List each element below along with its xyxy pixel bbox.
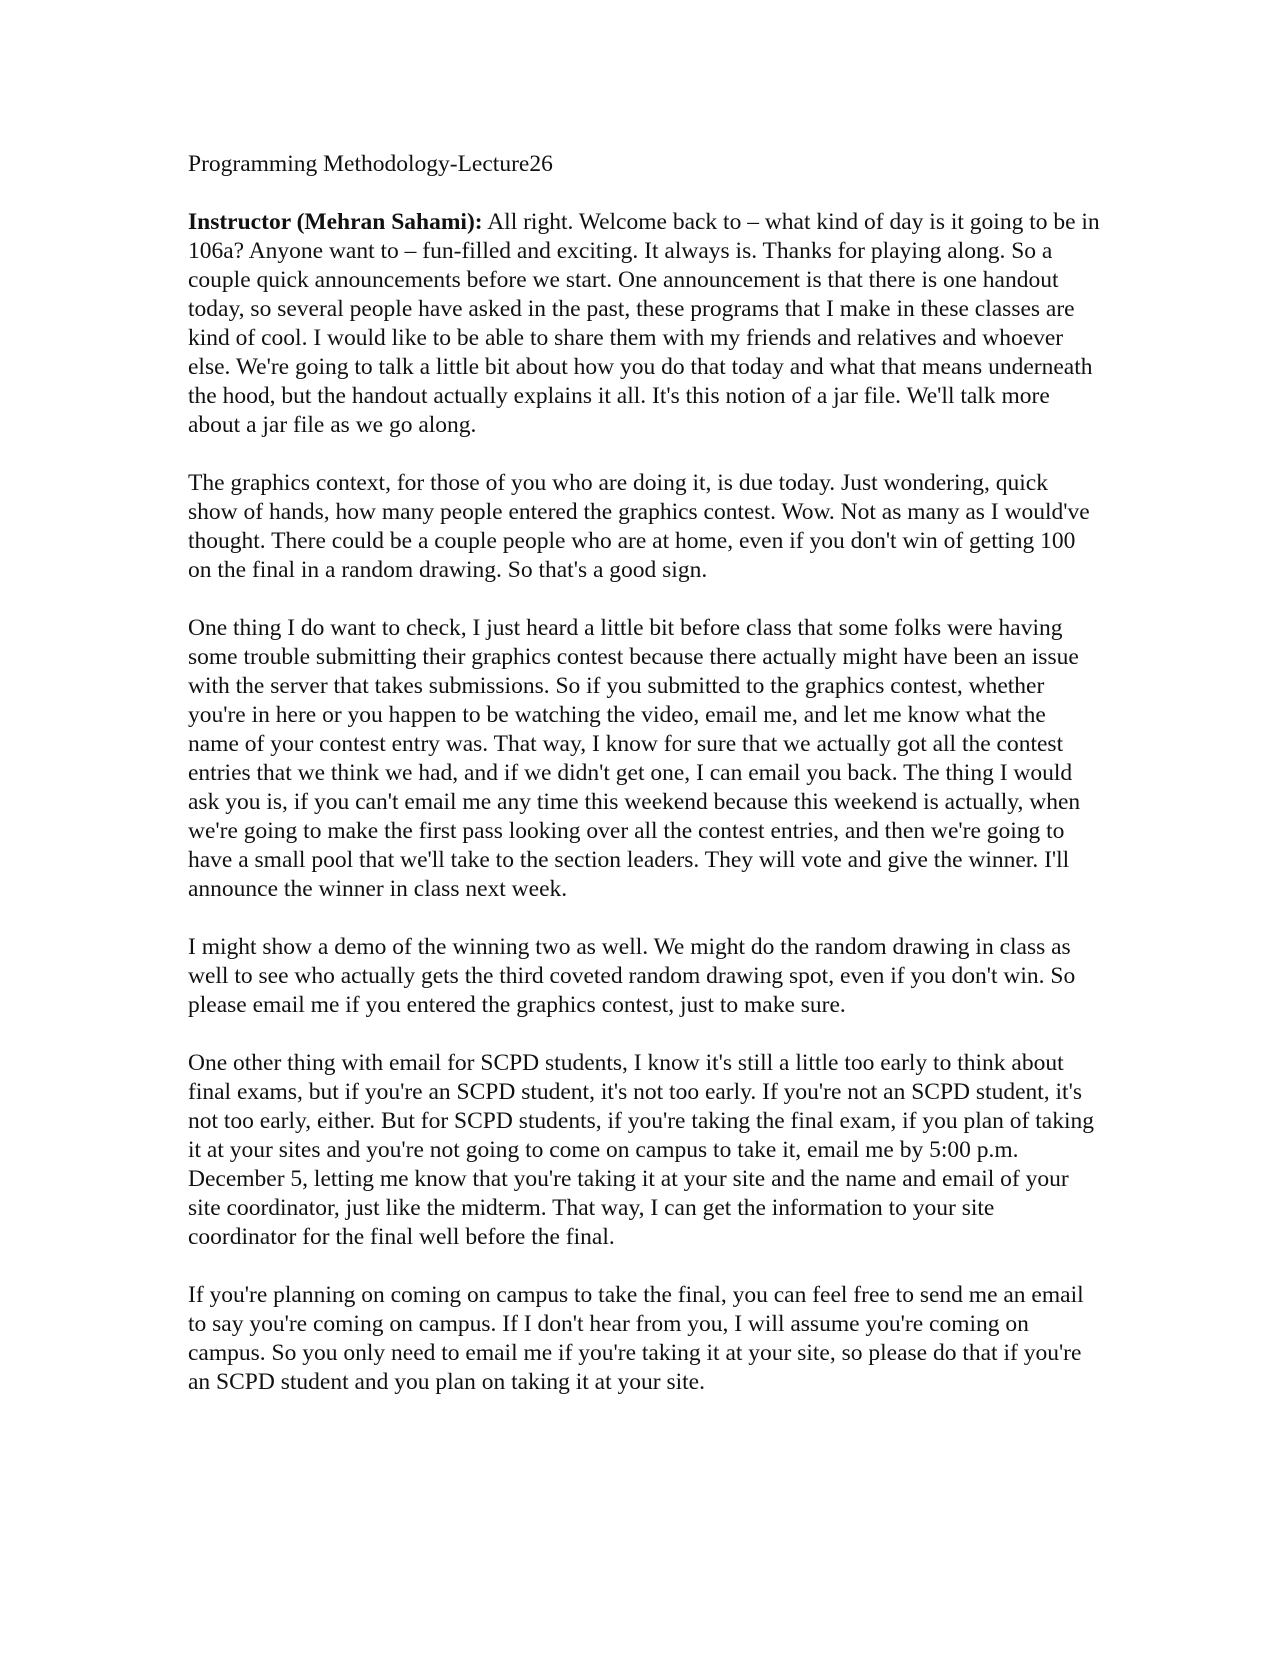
paragraph-3: One thing I do want to check, I just heard a little bit before class that some folks were having some trouble submitting their graphics contest because there actually might have been an issue with the server that takes submissions. So if you submitted to the graphics contest, whether you're in here or you happen to be watching the video, email me, and let me know what the name of your contest entry was. That way, I know for sure that we actually got all the contest entries that we think we had, and if we didn't get one, I can email you back. The thing I would ask you is, if you can't email me any time this weekend because this weekend is actually, when we're going to make the first pass looking over all the contest entries, and then we're going to have a small pool that we'll take to the section leaders. They will vote and give the winner. I'll announce the winner in class next week.	[188, 615, 1081, 902]
paragraph-6: If you're planning on coming on campus to take the final, you can feel free to send me an email to say you're coming on campus. If I don't hear from you, I will assume you're coming on campus. So you only need to email me if you're taking it at your site, so please do that if you're an SCPD student and you plan on taking it at your site.	[188, 1282, 1084, 1395]
speaker-label: Instructor (Mehran Sahami):	[188, 209, 483, 235]
document-page	[188, 150, 1100, 1426]
paragraph-1-text: All right. Welcome back to – what kind of day is it going to be in 106a? Anyone want to – fun-filled and exciting. It always is. Thanks for playing along. So a couple quick announcements before we start. One announcement is that there is one handout today, so several people have asked in the past, these programs that I make in these classes are kind of cool. I would like to be able to share them with my friends and relatives and whoever else. We're going to talk a little bit about how you do that today and what that means underneath the hood, but the handout actually explains it all. It's this notion of a jar file. We'll talk more about a jar file as we go along.	[188, 209, 1100, 438]
paragraph-2: The graphics context, for those of you who are doing it, is due today. Just wondering, quick show of hands, how many people entered the graphics contest. Wow. Not as many as I would've thought. There could be a couple people who are at home, even if you don't win of getting 100 on the final in a random drawing. So that's a good sign.	[188, 470, 1090, 583]
paragraph-4: I might show a demo of the winning two as well. We might do the random drawing in class as well to see who actually gets the third coveted random drawing spot, even if you don't win. So please email me if you entered the graphics contest, just to make sure.	[188, 934, 1076, 1018]
paragraph-5: One other thing with email for SCPD students, I know it's still a little too early to think about final exams, but if you're an SCPD student, it's not too early. If you're not an SCPD student, it's not too early, either. But for SCPD students, if you're taking the final exam, if you plan of taking it at your sites and you're not going to come on campus to take it, email me by 5:00 p.m. December 5, letting me know that you're taking it at your site and the name and email of your site coordinator, just like the midterm. That way, I can get the information to your site coordinator for the final well before the final.	[188, 1050, 1094, 1250]
document-title: Programming Methodology-Lecture26	[188, 151, 553, 177]
paragraph-1	[188, 208, 1100, 440]
